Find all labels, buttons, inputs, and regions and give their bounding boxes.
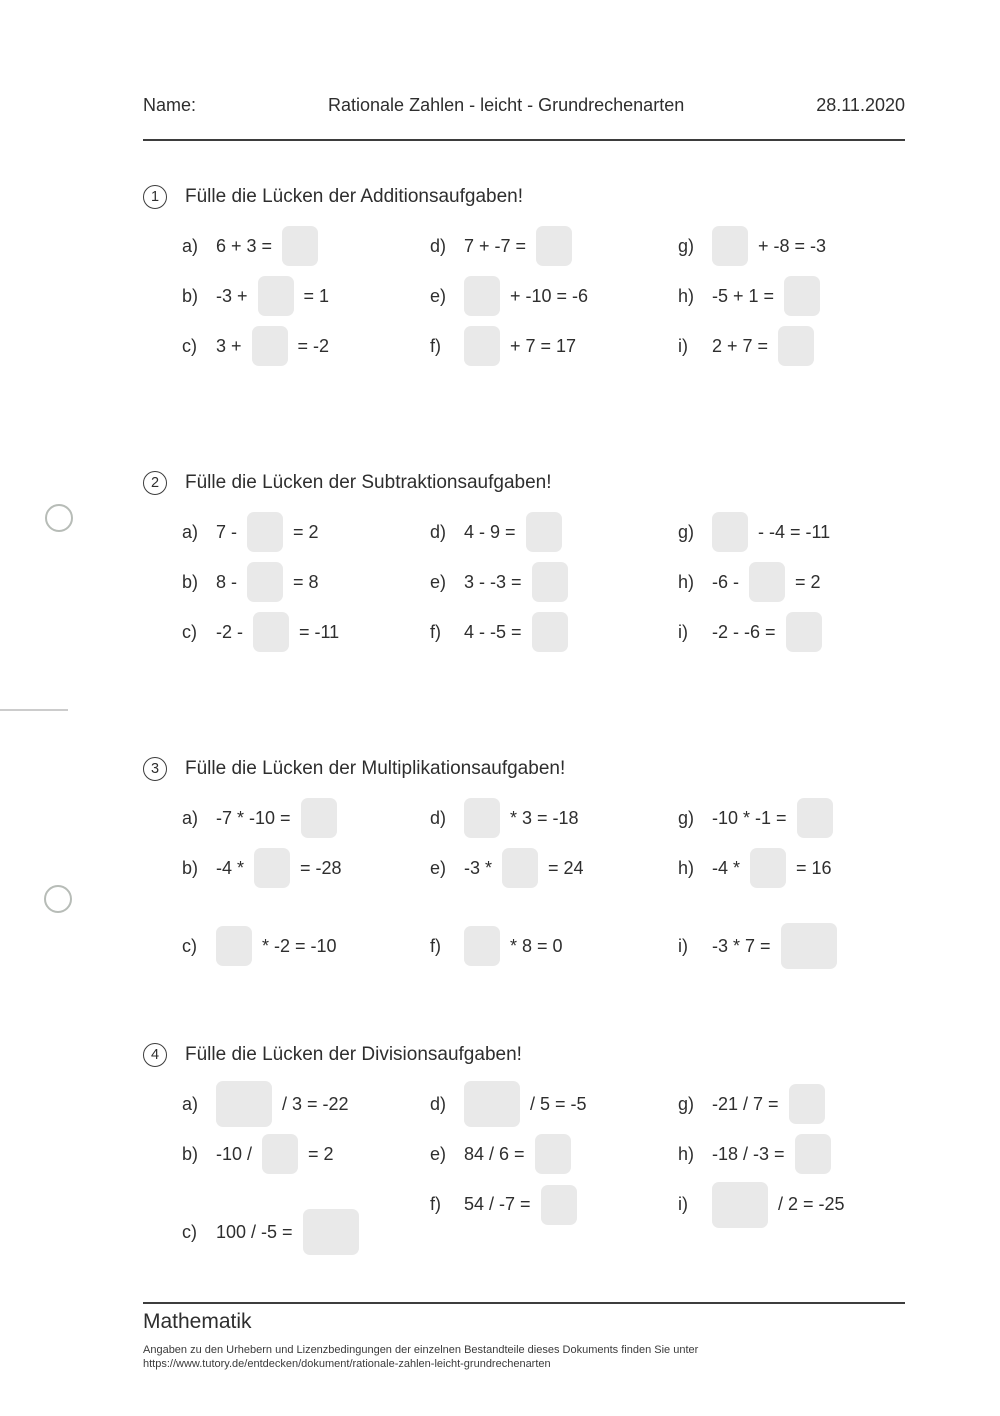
exercise-item bbox=[182, 1129, 430, 1179]
answer-blank[interactable] bbox=[282, 226, 318, 266]
answer-blank[interactable] bbox=[712, 1182, 768, 1228]
exercise-item bbox=[430, 1179, 678, 1230]
answer-blank[interactable] bbox=[247, 562, 283, 602]
item-label: h) bbox=[678, 571, 695, 592]
exercise-item bbox=[678, 921, 926, 971]
section-number-badge: 2 bbox=[143, 471, 167, 495]
expression-left: -3 * bbox=[464, 857, 493, 878]
expression-right: = 2 bbox=[795, 571, 821, 592]
exercise-item bbox=[182, 321, 430, 371]
date-label: 28.11.2020 bbox=[816, 95, 905, 115]
item-label: i) bbox=[678, 621, 688, 642]
expression-left: 100 / -5 = bbox=[216, 1221, 293, 1242]
subject-label: Mathematik bbox=[143, 1310, 252, 1333]
exercise-item bbox=[430, 1079, 678, 1129]
expression-right: = 2 bbox=[308, 1143, 334, 1164]
expression-left: -4 * bbox=[712, 857, 741, 878]
item-label: a) bbox=[182, 1093, 199, 1114]
expression-right: / 3 = -22 bbox=[282, 1093, 349, 1114]
item-label: i) bbox=[678, 335, 688, 356]
expression-left: -7 * -10 = bbox=[216, 807, 291, 828]
expression-right: * 8 = 0 bbox=[510, 935, 563, 956]
exercise-item bbox=[678, 1079, 926, 1129]
answer-blank[interactable] bbox=[749, 562, 785, 602]
answer-blank[interactable] bbox=[253, 612, 289, 652]
expression-right: = -2 bbox=[297, 335, 330, 356]
expression-left: 84 / 6 = bbox=[464, 1143, 525, 1164]
expression-left: -3 * 7 = bbox=[712, 935, 771, 956]
expression-right: = -28 bbox=[300, 857, 342, 878]
exercise-item bbox=[430, 607, 678, 657]
exercise-item bbox=[430, 557, 678, 607]
punch-hole-icon bbox=[44, 885, 72, 913]
section-title: Fülle die Lücken der Subtraktionsaufgaben! bbox=[185, 472, 552, 493]
answer-blank[interactable] bbox=[258, 276, 294, 316]
item-label: i) bbox=[678, 935, 688, 956]
section-addition bbox=[143, 183, 905, 371]
answer-blank[interactable] bbox=[303, 1209, 359, 1255]
expression-left: -3 + bbox=[216, 285, 248, 306]
expression-left: 4 - 9 = bbox=[464, 521, 516, 542]
exercise-item bbox=[678, 1129, 926, 1179]
section-header bbox=[143, 1041, 905, 1069]
expression-right: + 7 = 17 bbox=[510, 335, 577, 356]
expression-left: -2 - bbox=[216, 621, 243, 642]
item-label: b) bbox=[182, 857, 199, 878]
item-label: f) bbox=[430, 335, 441, 356]
expression-left: -4 * bbox=[216, 857, 245, 878]
expression-right: = 2 bbox=[293, 521, 319, 542]
item-label: d) bbox=[430, 1093, 447, 1114]
exercise-item bbox=[430, 921, 678, 971]
license-url: https://www.tutory.de/entdecken/dokument/rationale-zahlen-leicht-grundrechenarten bbox=[143, 1358, 551, 1370]
answer-blank[interactable] bbox=[712, 226, 748, 266]
expression-left: 3 + bbox=[216, 335, 242, 356]
expression-right: * -2 = -10 bbox=[262, 935, 337, 956]
expression-left: -21 / 7 = bbox=[712, 1093, 779, 1114]
item-label: c) bbox=[182, 621, 197, 642]
exercise-item bbox=[182, 1079, 430, 1129]
item-label: d) bbox=[430, 807, 447, 828]
exercise-item bbox=[678, 507, 926, 557]
section-number-badge: 4 bbox=[143, 1043, 167, 1067]
worksheet-title: Rationale Zahlen - leicht - Grundrechenarten bbox=[328, 95, 685, 115]
item-label: b) bbox=[182, 571, 199, 592]
exercise-item bbox=[182, 793, 430, 843]
exercise-item bbox=[182, 843, 430, 893]
exercise-grid bbox=[182, 507, 905, 657]
expression-right: = -11 bbox=[299, 621, 340, 642]
expression-right: / 2 = -25 bbox=[778, 1194, 845, 1214]
answer-blank[interactable] bbox=[502, 848, 538, 888]
item-label: c) bbox=[182, 335, 197, 356]
item-label: h) bbox=[678, 857, 695, 878]
expression-left: 54 / -7 = bbox=[464, 1194, 531, 1214]
expression-left: 6 + 3 = bbox=[216, 235, 273, 256]
expression-left: 8 - bbox=[216, 571, 238, 592]
answer-blank[interactable] bbox=[464, 1081, 520, 1127]
item-label: h) bbox=[678, 285, 695, 306]
answer-blank[interactable] bbox=[536, 226, 572, 266]
page-header bbox=[143, 95, 905, 116]
expression-right: + -10 = -6 bbox=[510, 285, 589, 306]
item-label: e) bbox=[430, 857, 447, 878]
exercise-item bbox=[678, 607, 926, 657]
answer-blank[interactable] bbox=[541, 1185, 577, 1225]
item-label: b) bbox=[182, 285, 199, 306]
exercise-item bbox=[678, 793, 926, 843]
exercise-item bbox=[678, 843, 926, 893]
expression-left: -10 / bbox=[216, 1143, 253, 1164]
item-label: a) bbox=[182, 807, 199, 828]
item-label: e) bbox=[430, 571, 447, 592]
exercise-item bbox=[430, 793, 678, 843]
exercise-item bbox=[182, 1217, 430, 1247]
section-header bbox=[143, 469, 905, 497]
answer-blank[interactable] bbox=[252, 326, 288, 366]
expression-left: 3 - -3 = bbox=[464, 571, 522, 592]
exercise-grid bbox=[182, 793, 905, 971]
expression-left: 7 + -7 = bbox=[464, 235, 527, 256]
section-multiplication bbox=[143, 755, 905, 971]
answer-blank[interactable] bbox=[797, 798, 833, 838]
punch-hole-icon bbox=[45, 504, 73, 532]
item-label: c) bbox=[182, 935, 197, 956]
item-label: i) bbox=[678, 1194, 688, 1214]
expression-right: = 1 bbox=[303, 285, 330, 306]
expression-left: -5 + 1 = bbox=[712, 285, 775, 306]
answer-blank[interactable] bbox=[216, 926, 252, 966]
expression-right: - -4 = -11 bbox=[758, 521, 831, 542]
item-label: a) bbox=[182, 235, 199, 256]
expression-right: / 5 = -5 bbox=[530, 1093, 587, 1114]
answer-blank[interactable] bbox=[789, 1084, 825, 1124]
exercise-grid bbox=[182, 221, 905, 371]
section-number-badge: 1 bbox=[143, 185, 167, 209]
expression-right: = 16 bbox=[796, 857, 832, 878]
expression-right: = 24 bbox=[548, 857, 584, 878]
exercise-item bbox=[430, 271, 678, 321]
item-label: b) bbox=[182, 1143, 199, 1164]
exercise-item bbox=[430, 507, 678, 557]
section-title: Fülle die Lücken der Multiplikationsaufgaben! bbox=[185, 758, 566, 779]
expression-left: -2 - -6 = bbox=[712, 621, 776, 642]
section-header bbox=[143, 183, 905, 211]
fold-mark-line bbox=[0, 709, 68, 711]
answer-blank[interactable] bbox=[464, 926, 500, 966]
exercise-item bbox=[678, 221, 926, 271]
item-label: d) bbox=[430, 235, 447, 256]
exercise-item bbox=[182, 221, 430, 271]
answer-blank[interactable] bbox=[786, 612, 822, 652]
exercise-item bbox=[182, 507, 430, 557]
item-label: f) bbox=[430, 621, 441, 642]
item-label: c) bbox=[182, 1221, 197, 1242]
section-number-badge: 3 bbox=[143, 757, 167, 781]
answer-blank[interactable] bbox=[247, 512, 283, 552]
answer-blank[interactable] bbox=[254, 848, 290, 888]
exercise-item bbox=[182, 271, 430, 321]
item-label: f) bbox=[430, 1194, 441, 1214]
exercise-item bbox=[678, 321, 926, 371]
answer-blank[interactable] bbox=[795, 1134, 831, 1174]
exercise-item bbox=[182, 921, 430, 971]
expression-left: -6 - bbox=[712, 571, 739, 592]
license-line: Angaben zu den Urhebern und Lizenzbedingungen der einzelnen Bestandteile dieses Dokuments finden Sie unter bbox=[143, 1344, 699, 1356]
exercise-item bbox=[678, 271, 926, 321]
expression-left: 7 - bbox=[216, 521, 238, 542]
section-title: Fülle die Lücken der Additionsaufgaben! bbox=[185, 186, 524, 207]
answer-blank[interactable] bbox=[464, 326, 500, 366]
section-header bbox=[143, 755, 905, 783]
item-label: a) bbox=[182, 521, 199, 542]
answer-blank[interactable] bbox=[301, 798, 337, 838]
answer-blank[interactable] bbox=[464, 276, 500, 316]
exercise-item bbox=[430, 843, 678, 893]
section-division bbox=[143, 1041, 905, 1260]
answer-blank[interactable] bbox=[535, 1134, 571, 1174]
section-subtraction bbox=[143, 469, 905, 657]
answer-blank[interactable] bbox=[216, 1081, 272, 1127]
item-label: g) bbox=[678, 807, 695, 828]
answer-blank[interactable] bbox=[532, 612, 568, 652]
item-label: f) bbox=[430, 935, 441, 956]
item-label: e) bbox=[430, 1143, 447, 1164]
item-label: d) bbox=[430, 521, 447, 542]
exercise-item bbox=[678, 1179, 926, 1230]
answer-blank[interactable] bbox=[781, 923, 837, 969]
answer-blank[interactable] bbox=[784, 276, 820, 316]
license-note bbox=[143, 1343, 698, 1371]
item-label: g) bbox=[678, 1093, 695, 1114]
answer-blank[interactable] bbox=[262, 1134, 298, 1174]
item-label: g) bbox=[678, 521, 695, 542]
expression-left: 2 + 7 = bbox=[712, 335, 769, 356]
name-label: Name: bbox=[143, 95, 197, 115]
answer-blank[interactable] bbox=[778, 326, 814, 366]
exercise-item bbox=[182, 607, 430, 657]
item-label: h) bbox=[678, 1143, 695, 1164]
item-label: g) bbox=[678, 235, 695, 256]
exercise-item bbox=[430, 321, 678, 371]
answer-blank[interactable] bbox=[750, 848, 786, 888]
exercise-grid bbox=[182, 1079, 905, 1260]
answer-blank[interactable] bbox=[526, 512, 562, 552]
answer-blank[interactable] bbox=[532, 562, 568, 602]
expression-right: = 8 bbox=[293, 571, 319, 592]
expression-left: 4 - -5 = bbox=[464, 621, 522, 642]
footer-divider bbox=[143, 1302, 905, 1304]
answer-blank[interactable] bbox=[464, 798, 500, 838]
answer-blank[interactable] bbox=[712, 512, 748, 552]
item-label: e) bbox=[430, 285, 447, 306]
expression-right: * 3 = -18 bbox=[510, 807, 579, 828]
section-title: Fülle die Lücken der Divisionsaufgaben! bbox=[185, 1044, 522, 1065]
header-divider bbox=[143, 139, 905, 141]
expression-left: -18 / -3 = bbox=[712, 1143, 785, 1164]
exercise-item bbox=[430, 1129, 678, 1179]
exercise-item bbox=[430, 221, 678, 271]
exercise-item bbox=[182, 557, 430, 607]
expression-right: + -8 = -3 bbox=[758, 235, 827, 256]
expression-left: -10 * -1 = bbox=[712, 807, 787, 828]
exercise-item bbox=[678, 557, 926, 607]
